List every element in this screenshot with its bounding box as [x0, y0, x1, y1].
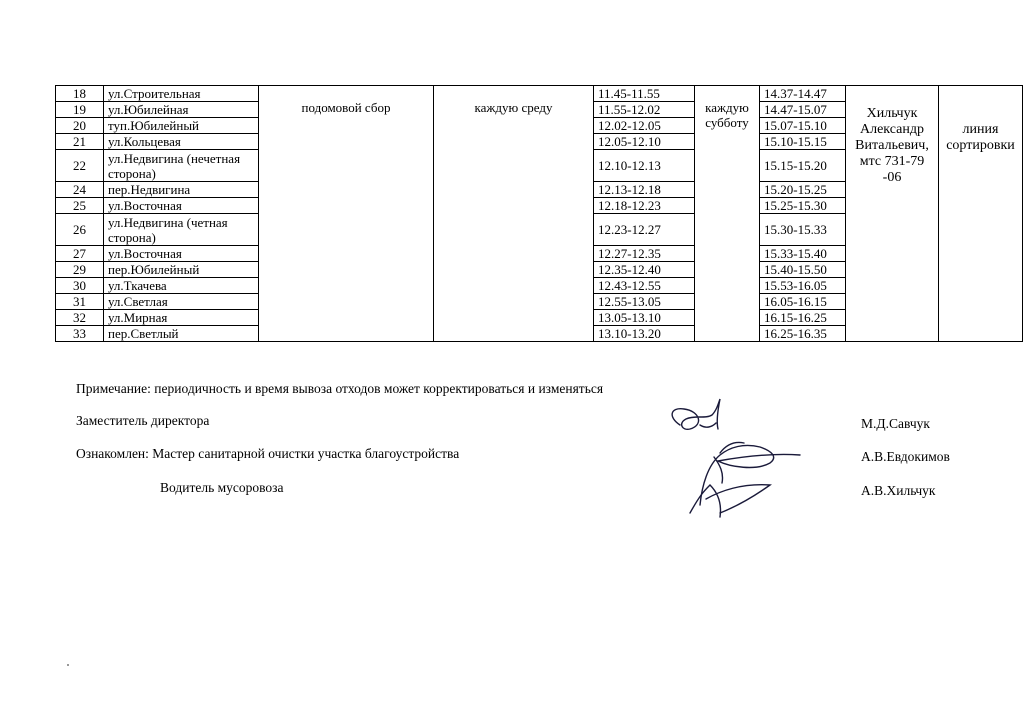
saturday-time: 15.53-16.05 — [760, 278, 846, 294]
row-number: 26 — [56, 214, 104, 246]
street-name: ул.Мирная — [104, 310, 259, 326]
saturday-time: 15.15-15.20 — [760, 150, 846, 182]
sorting-line: линия сортировки — [939, 86, 1023, 342]
saturday-time: 15.33-15.40 — [760, 246, 846, 262]
deputy-name: М.Д.Савчук — [861, 416, 930, 431]
saturday-time: 15.40-15.50 — [760, 262, 846, 278]
driver-name: А.В.Хильчук — [861, 483, 936, 498]
weekday-time: 12.05-12.10 — [594, 134, 695, 150]
evdokimov-signature — [700, 442, 800, 505]
collection-method: подомовой сбор — [259, 86, 434, 342]
street-name: ул.Светлая — [104, 294, 259, 310]
schedule-table — [55, 85, 1023, 342]
street-name: ул.Восточная — [104, 198, 259, 214]
saturday-time: 15.30-15.33 — [760, 214, 846, 246]
handwritten-signatures — [660, 395, 820, 525]
weekday-time: 12.18-12.23 — [594, 198, 695, 214]
table-row — [56, 86, 1023, 102]
saturday-time: 16.25-16.35 — [760, 326, 846, 342]
street-name: ул.Строительная — [104, 86, 259, 102]
street-name: ул.Ткачева — [104, 278, 259, 294]
savchuk-signature — [672, 399, 720, 429]
row-number: 22 — [56, 150, 104, 182]
row-number: 29 — [56, 262, 104, 278]
weekday-time: 13.05-13.10 — [594, 310, 695, 326]
street-name: ул.Недвигина (четная сторона) — [104, 214, 259, 246]
weekday-time: 12.13-12.18 — [594, 182, 695, 198]
street-name: ул.Восточная — [104, 246, 259, 262]
saturday-time: 15.20-15.25 — [760, 182, 846, 198]
master-name: А.В.Евдокимов — [861, 449, 950, 464]
acknowledged-label: Ознакомлен: Мастер санитарной очистки участка благоустройства — [76, 446, 460, 461]
schedule-rows — [56, 86, 1023, 342]
saturday-time: 16.05-16.15 — [760, 294, 846, 310]
row-number: 20 — [56, 118, 104, 134]
weekday-time: 11.45-11.55 — [594, 86, 695, 102]
weekday-time: 12.10-12.13 — [594, 150, 695, 182]
driver-label: Водитель мусоровоза — [160, 480, 284, 495]
row-number: 31 — [56, 294, 104, 310]
street-name: ул.Кольцевая — [104, 134, 259, 150]
row-number: 18 — [56, 86, 104, 102]
saturday-time: 16.15-16.25 — [760, 310, 846, 326]
saturday-time: 15.25-15.30 — [760, 198, 846, 214]
weekday-time: 11.55-12.02 — [594, 102, 695, 118]
row-number: 25 — [56, 198, 104, 214]
saturday-frequency: каждую субботу — [695, 86, 760, 342]
street-name: ул.Недвигина (нечетная сторона) — [104, 150, 259, 182]
weekday-time: 12.27-12.35 — [594, 246, 695, 262]
row-number: 21 — [56, 134, 104, 150]
row-number: 33 — [56, 326, 104, 342]
row-number: 19 — [56, 102, 104, 118]
note-text: Примечание: периодичность и время вывоза отходов может корректироваться и изменяться — [76, 381, 604, 396]
saturday-time: 14.37-14.47 — [760, 86, 846, 102]
weekday-time: 12.23-12.27 — [594, 214, 695, 246]
deputy-label: Заместитель директора — [76, 413, 210, 428]
weekday-time: 12.55-13.05 — [594, 294, 695, 310]
scan-speck — [67, 664, 69, 666]
weekday-time: 12.02-12.05 — [594, 118, 695, 134]
saturday-time: 15.07-15.10 — [760, 118, 846, 134]
row-number: 30 — [56, 278, 104, 294]
street-name: ул.Юбилейная — [104, 102, 259, 118]
saturday-time: 14.47-15.07 — [760, 102, 846, 118]
weekday-time: 12.43-12.55 — [594, 278, 695, 294]
row-number: 32 — [56, 310, 104, 326]
responsible-person: Хильчук Александр Витальевич, мтс 731-79 -06 — [846, 86, 939, 342]
street-name: пер.Недвигина — [104, 182, 259, 198]
street-name: туп.Юбилейный — [104, 118, 259, 134]
row-number: 27 — [56, 246, 104, 262]
street-name: пер.Светлый — [104, 326, 259, 342]
row-number: 24 — [56, 182, 104, 198]
weekday-time: 13.10-13.20 — [594, 326, 695, 342]
street-name: пер.Юбилейный — [104, 262, 259, 278]
saturday-time: 15.10-15.15 — [760, 134, 846, 150]
weekday-time: 12.35-12.40 — [594, 262, 695, 278]
weekday-frequency: каждую среду — [434, 86, 594, 342]
